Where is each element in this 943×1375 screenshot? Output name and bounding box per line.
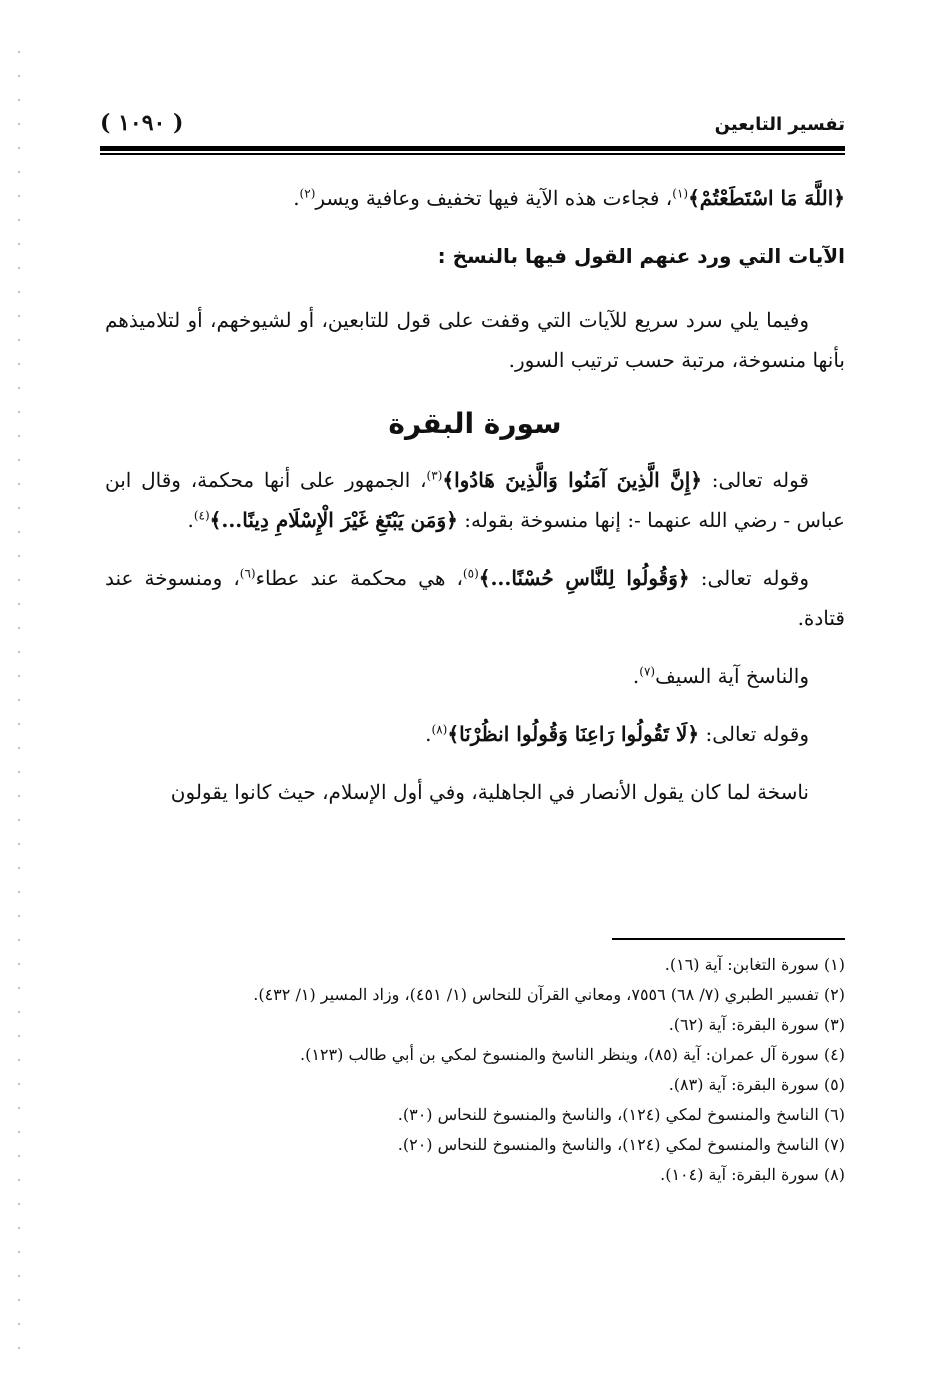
- text-run: وقوله تعالى:: [705, 722, 809, 746]
- footnote-ref: (٥): [462, 566, 479, 581]
- text-run: .: [187, 508, 194, 532]
- text-run: وقوله تعالى:: [700, 566, 809, 590]
- text-run: ، فجاءت هذه الآية فيها تخفيف وعافية ويسر: [315, 186, 673, 210]
- footnote-ref: (٣): [426, 468, 443, 483]
- header-rule-thick: [100, 146, 845, 151]
- footnote-8: (٨) سورة البقرة: آية (١٠٤).: [660, 1165, 845, 1184]
- text-run: قوله تعالى:: [711, 468, 809, 492]
- quran-quote: ﴿وَقُولُوا لِلنَّاسِ حُسْنًا...﴾: [478, 566, 690, 590]
- quran-quote: ﴿إِنَّ الَّذِينَ آمَنُوا وَالَّذِينَ هَادُوا﴾: [442, 468, 702, 492]
- footnote-7: (٧) الناسخ والمنسوخ لمكي (١٢٤)، والناسخ والمنسوخ للنحاس (٢٠).: [397, 1135, 845, 1154]
- footnote-4: (٤) سورة آل عمران: آية (٨٥)، وينظر الناسخ والمنسوخ لمكي بن أبي طالب (١٢٣).: [300, 1045, 845, 1064]
- text-run: .: [293, 186, 300, 210]
- footnote-ref: (٤): [193, 508, 210, 523]
- section-heading: الآيات التي ورد عنهم القول فيها بالنسخ :: [437, 244, 845, 268]
- running-title: تفسير التابعين: [714, 114, 845, 135]
- footnote-ref: (٨): [431, 722, 448, 737]
- text-run: ، ومنسوخة عند قتادة.: [105, 566, 845, 630]
- footnote-2: (٢) تفسير الطبري (٧/ ٦٨) ٧٥٥٦، ومعاني القرآن للنحاس (١/ ٤٥١)، وزاد المسير (١/ ٤٣٢).: [253, 985, 845, 1004]
- text-run: .: [632, 664, 640, 688]
- scan-edge-dots: [16, 40, 22, 1360]
- header-rule-thin: [100, 153, 845, 155]
- paragraph-continuation: [105, 178, 845, 218]
- text-run: ، الجمهور على أنها محكمة، وقال ابن عباس - رضي الله عنهما -: إنها منسوخة بقوله:: [105, 468, 845, 532]
- paragraph-5: ناسخة لما كان يقول الأنصار في الجاهلية، وفي أول الإسلام، حيث كانوا يقولون: [170, 780, 809, 804]
- paragraph-1: [105, 460, 845, 540]
- paragraph-3: [105, 656, 845, 696]
- text-run: والناسخ آية السيف: [655, 664, 809, 688]
- footnote-1: (١) سورة التغابن: آية (١٦).: [664, 955, 845, 974]
- footnote-5: (٥) سورة البقرة: آية (٨٣).: [668, 1075, 845, 1094]
- surah-title: سورة البقرة: [388, 407, 562, 440]
- footnote-ref: (٦): [239, 566, 256, 581]
- main-text: [105, 178, 845, 812]
- footnote-ref: (٢): [299, 186, 316, 201]
- footnotes: [105, 950, 845, 1190]
- footnote-3: (٣) سورة البقرة: آية (٦٢).: [668, 1015, 845, 1034]
- page-number: ( ١٠٩٠ ): [100, 110, 184, 136]
- quran-quote: ﴿اللَّهَ مَا اسْتَطَعْتُمْ﴾: [688, 186, 845, 210]
- quran-quote: ﴿وَمَن يَبْتَغِ غَيْرَ الْإِسْلَامِ دِينًا...﴾: [209, 508, 458, 532]
- footnote-separator: [612, 938, 845, 940]
- intro-paragraph: وفيما يلي سرد سريع للآيات التي وقفت على قول للتابعين، أو لشيوخهم، أو لتلاميذهم بأنها منسوخة، مرتبة حسب ترتيب السور.: [105, 308, 845, 372]
- quran-quote: ﴿لَا تَقُولُوا رَاعِنَا وَقُولُوا انظُرْنَا﴾: [447, 722, 700, 746]
- footnote-ref: (٧): [639, 664, 656, 679]
- footnote-ref: (١): [672, 186, 689, 201]
- footnote-6: (٦) الناسخ والمنسوخ لمكي (١٢٤)، والناسخ والمنسوخ للنحاس (٣٠).: [397, 1105, 845, 1124]
- text-run: ، هي محكمة عند عطاء: [255, 566, 463, 590]
- paragraph-4: [105, 714, 845, 754]
- paragraph-2: [105, 558, 845, 638]
- page-header: [100, 108, 845, 148]
- text-run: .: [425, 722, 432, 746]
